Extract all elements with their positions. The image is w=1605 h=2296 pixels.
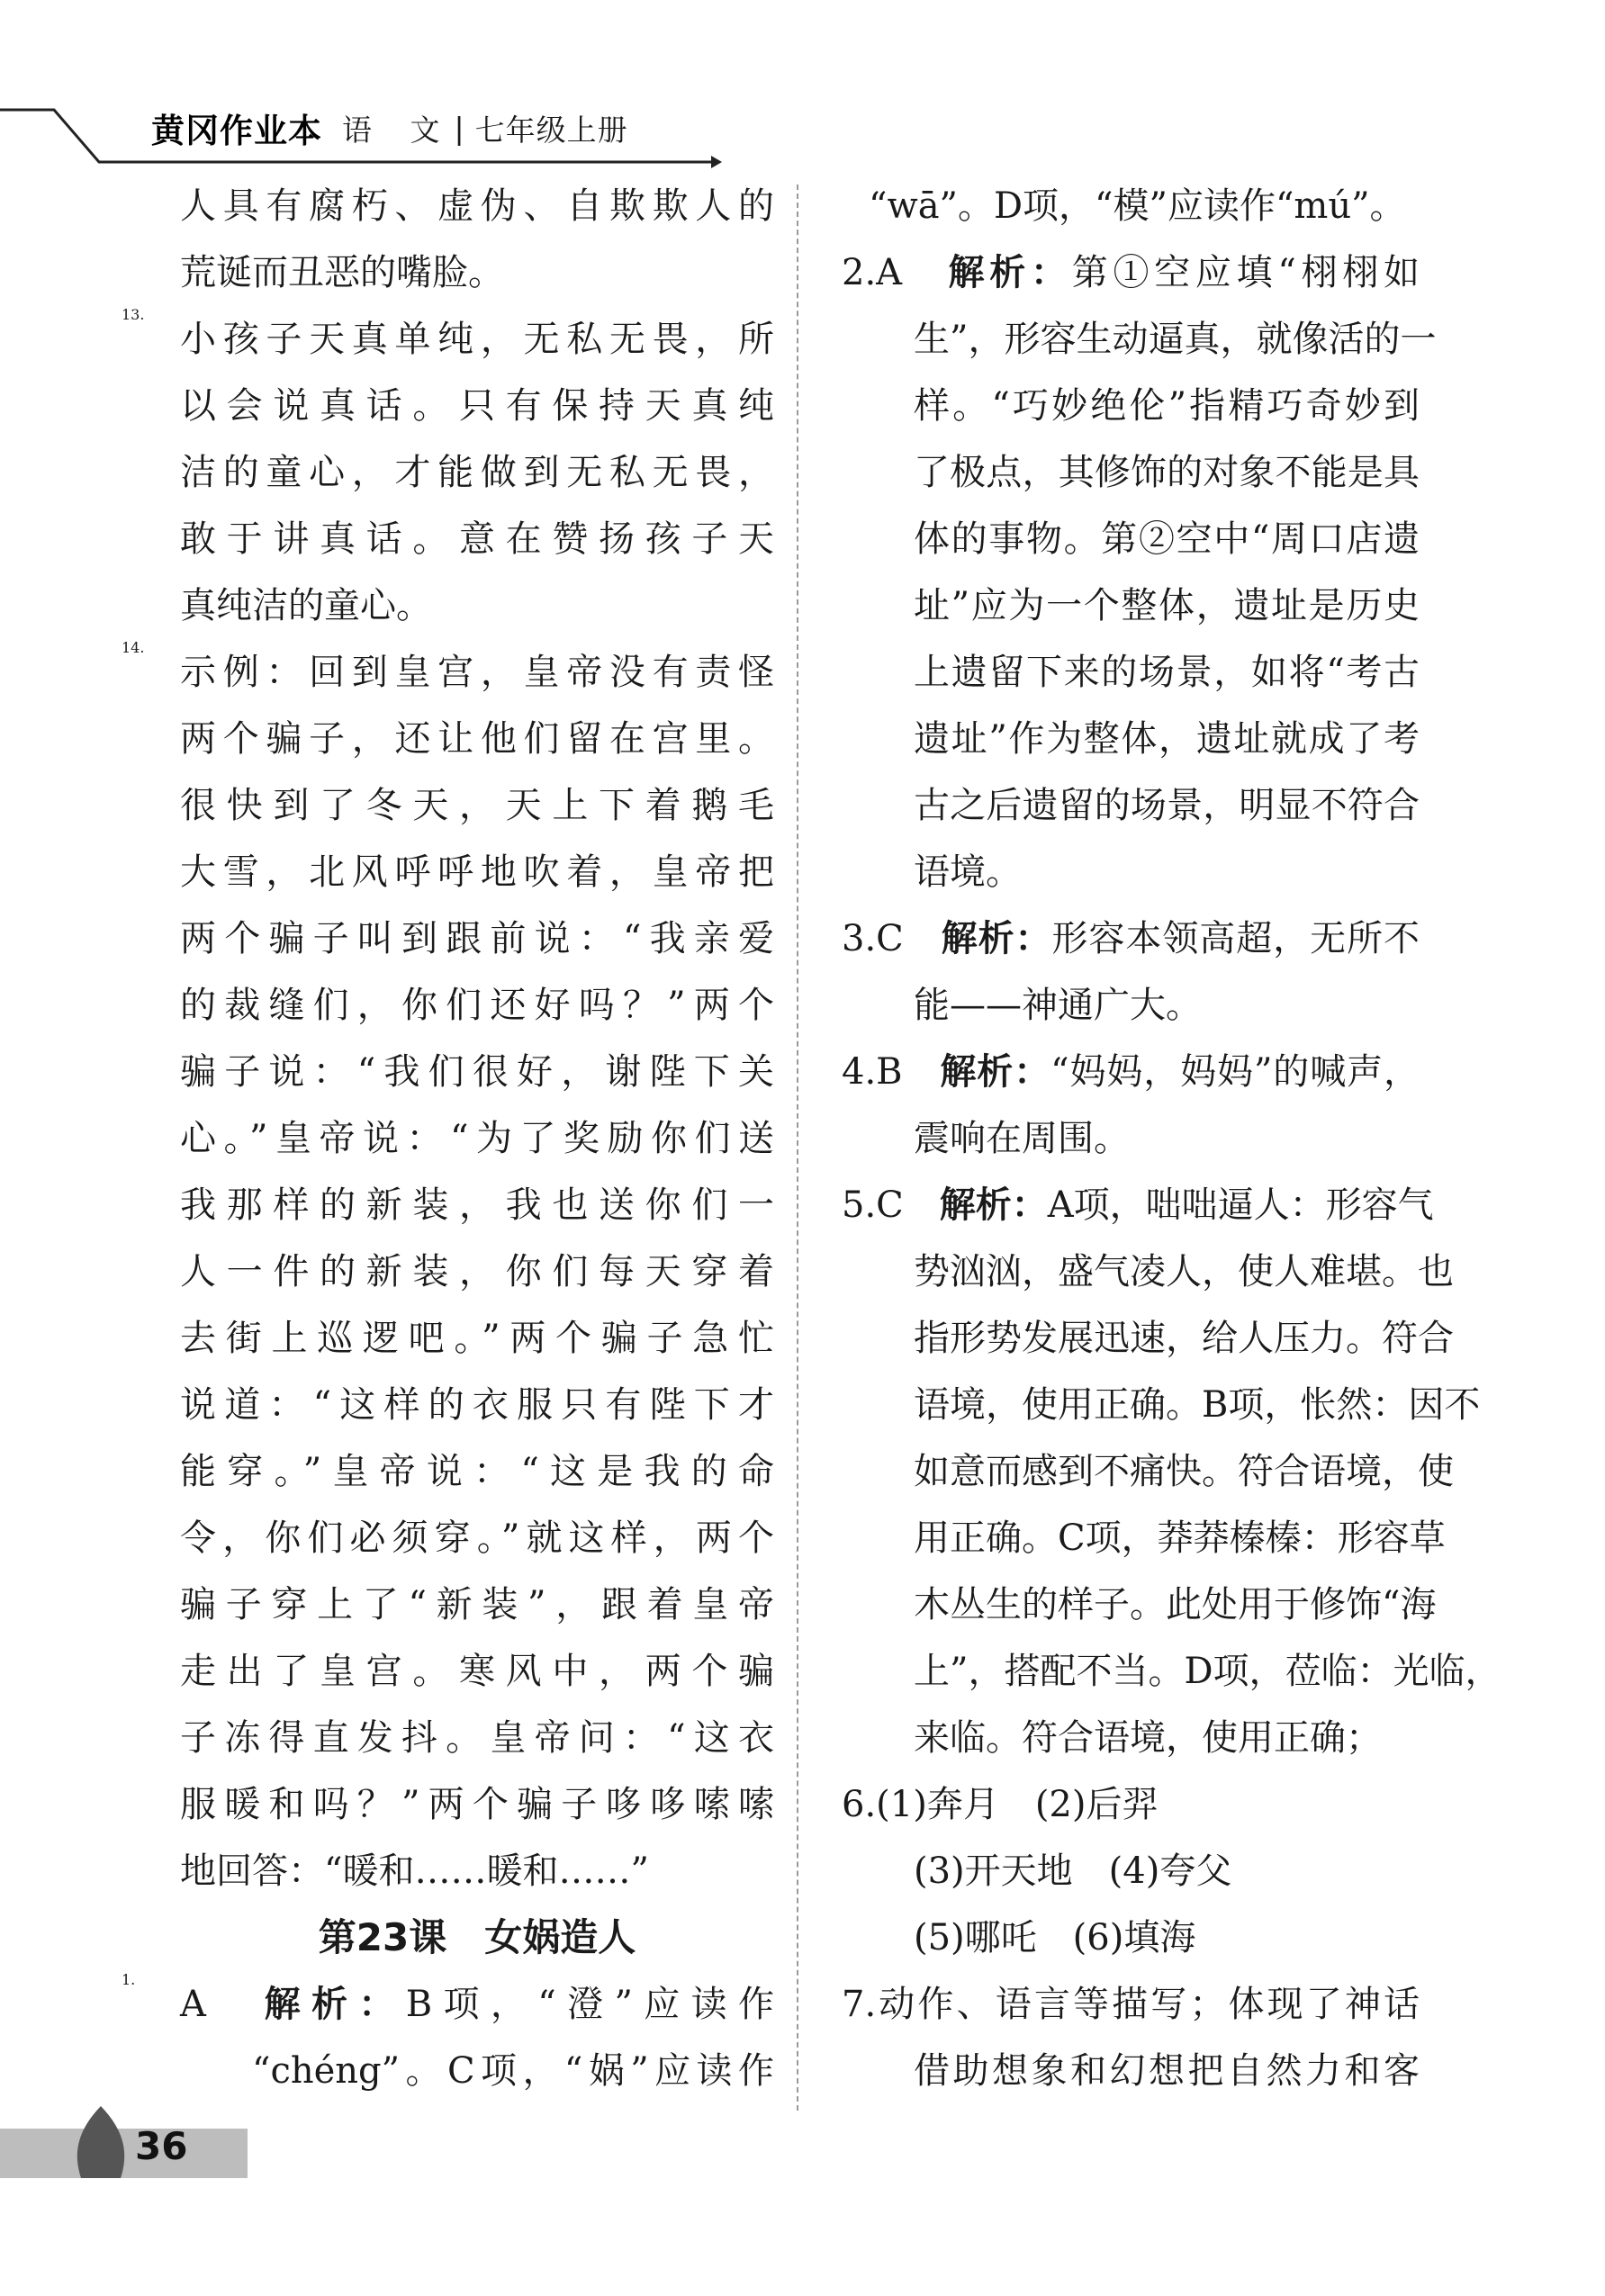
text-line: 势汹汹，盛气凌人，使人难堪。也 xyxy=(914,1251,1454,1292)
text-line: 了极点，其修饰的对象不能是具 xyxy=(914,452,1420,493)
column-divider xyxy=(797,185,798,2111)
text-line: 生”，形容生动逼真，就像活的一 xyxy=(914,319,1437,360)
text-line: 走出了皇宫。寒风中，两个骗 xyxy=(180,1651,774,1692)
text-line: 体的事物。第②空中“周口店遗 xyxy=(914,518,1420,560)
analysis-label: 解析： xyxy=(264,1984,406,2025)
answer-item xyxy=(180,173,774,306)
item-number: 2. xyxy=(842,252,877,293)
text-line: 令，你们必须穿。”就这样，两个 xyxy=(180,1517,774,1559)
text-line: 两个骗子，还让他们留在宫里。 xyxy=(180,718,774,760)
text-line: 说道：“这样的衣服只有陛下才 xyxy=(180,1384,774,1426)
line-rest: 第①空应填“栩栩如 xyxy=(1071,252,1420,293)
answer-item-3 xyxy=(842,905,1420,1039)
item-number: 5. xyxy=(842,1184,877,1226)
text-line: (5)哪吒 (6)填海 xyxy=(914,1917,1196,1958)
text-line: 震响在周围。 xyxy=(914,1118,1130,1159)
text-line: 人一件的新装，你们每天穿着 xyxy=(180,1251,774,1292)
text-line: 用正确。C项，莽莽榛榛：形容草 xyxy=(914,1517,1446,1559)
book-brand: 黄冈作业本 xyxy=(151,112,322,150)
text-line: “wā”。D项，“模”应读作“mú”。 xyxy=(869,185,1406,227)
answer-item-4 xyxy=(842,1039,1420,1172)
text-line: 去街上巡逻吧。”两个骗子急忙 xyxy=(180,1318,774,1359)
text-line: 地回答：“暖和……暖和……” xyxy=(180,1850,649,1892)
header-title xyxy=(151,101,628,155)
line-rest: “妈妈，妈妈”的喊声， xyxy=(1050,1051,1420,1093)
section-title: 第23课 女娲造人 xyxy=(318,1915,636,1959)
item-number: 3. xyxy=(842,918,877,959)
line-rest: A项，咄咄逼人：形容气 xyxy=(1047,1184,1434,1226)
answer-item-1 xyxy=(122,1971,775,2104)
analysis-label: 解析： xyxy=(940,1051,1051,1093)
answer-letter: A xyxy=(180,1984,206,2025)
text-line: 上”，搭配不当。D项，莅临：光临， xyxy=(914,1651,1501,1692)
answer-letter: B xyxy=(876,1051,903,1093)
text-line: 两个骗子叫到跟前说：“我亲爱 xyxy=(180,918,774,959)
line-rest: 形容本领高超，无所不 xyxy=(1051,918,1420,959)
text-line: 上遗留下来的场景，如将“考古 xyxy=(914,652,1420,693)
text-line: 洁的童心，才能做到无私无畏， xyxy=(180,452,774,493)
text-line: 语境。 xyxy=(914,851,1022,893)
text-line: 骗子穿上了“新装”，跟着皇帝 xyxy=(180,1584,774,1625)
text-line: 我那样的新装，我也送你们一 xyxy=(180,1184,774,1226)
text-line: 人具有腐朽、虚伪、自欺欺人的 xyxy=(180,185,774,227)
answer-letter: C xyxy=(876,918,904,959)
answer-item-13 xyxy=(122,306,774,639)
header-separator: | xyxy=(454,110,464,146)
answer-item-5 xyxy=(842,1172,1501,1771)
text-line: 如意而感到不痛快。符合语境，使 xyxy=(914,1451,1454,1492)
analysis-label: 解析： xyxy=(941,918,1052,959)
answer-item-14 xyxy=(122,639,774,1904)
item-number: 6. xyxy=(842,1784,877,1825)
answer-item-6 xyxy=(842,1771,1420,1971)
subject-label: 语 文 xyxy=(342,112,455,148)
text-line: 荒诞而丑恶的嘴脸。 xyxy=(180,252,504,293)
text-line: 能——神通广大。 xyxy=(914,985,1202,1026)
text-line: 指形势发展迅速，给人压力。符合 xyxy=(914,1318,1454,1359)
item-number: 7. xyxy=(842,1984,877,2025)
text-line: 子冻得直发抖。皇帝问：“这衣 xyxy=(180,1717,774,1759)
text-line: 能穿。”皇帝说：“这是我的命 xyxy=(180,1451,774,1492)
text-line: 敢于讲真话。意在赞扬孩子天 xyxy=(180,518,774,560)
text-line: 小孩子天真单纯，无私无畏，所 xyxy=(180,319,774,360)
line-rest: 动作、语言等描写；体现了神话 xyxy=(876,1984,1420,2025)
left-column xyxy=(122,173,775,2104)
text-line: 以会说真话。只有保持天真纯 xyxy=(180,385,774,427)
line-rest: B项，“澄”应读作 xyxy=(405,1984,775,2025)
right-column xyxy=(842,173,1501,2104)
text-line: 示例：回到皇宫，皇帝没有责怪 xyxy=(180,652,774,693)
text-line: 来临。符合语境，使用正确； xyxy=(914,1717,1382,1759)
answer-item-continued xyxy=(842,173,1420,239)
answer-item-7 xyxy=(842,1971,1420,2104)
text-line: 木丛生的样子。此处用于修饰“海 xyxy=(914,1584,1437,1625)
analysis-label: 解析： xyxy=(939,1184,1048,1226)
text-line: 大雪，北风呼呼地吹着，皇帝把 xyxy=(180,851,774,893)
text-line: 语境，使用正确。B项，怅然：因不 xyxy=(914,1384,1481,1426)
item-number: 13. xyxy=(122,306,145,323)
item-number: 1. xyxy=(122,1971,136,1988)
item-number: 14. xyxy=(122,639,145,656)
text-line: 址”应为一个整体，遗址是历史 xyxy=(914,585,1420,626)
text-line: 心。”皇帝说：“为了奖励你们送 xyxy=(180,1118,774,1159)
line-rest: (1)奔月 (2)后羿 xyxy=(876,1784,1159,1825)
answer-letter: A xyxy=(876,252,903,293)
text-line: 真纯洁的童心。 xyxy=(180,585,432,626)
page-header xyxy=(0,0,1605,180)
page-number: 36 xyxy=(135,2124,188,2168)
text-line: 古之后遗留的场景，明显不符合 xyxy=(914,785,1420,826)
answer-item-2 xyxy=(842,239,1437,905)
text-line xyxy=(180,1971,774,2038)
text-line: (3)开天地 (4)夸父 xyxy=(914,1850,1232,1892)
text-line: 遗址”作为整体，遗址就成了考 xyxy=(914,718,1420,760)
text-line: 很快到了冬天，天上下着鹅毛 xyxy=(180,785,774,826)
answer-letter: C xyxy=(876,1184,904,1226)
text-line: 的裁缝们，你们还好吗？”两个 xyxy=(180,985,774,1026)
text-line: 骗子说：“我们很好，谢陛下关 xyxy=(180,1051,774,1093)
analysis-label: 解析： xyxy=(948,252,1072,293)
text-line: 借助想象和幻想把自然力和客 xyxy=(914,2050,1420,2092)
text-line: 服暖和吗？”两个骗子哆哆嗦嗦 xyxy=(180,1784,774,1825)
text-line: “chéng”。C项，“娲”应读作 xyxy=(252,2050,774,2092)
text-line: 样。“巧妙绝伦”指精巧奇妙到 xyxy=(914,385,1420,427)
grade-label: 七年级上册 xyxy=(474,112,628,148)
item-number: 4. xyxy=(842,1051,877,1093)
